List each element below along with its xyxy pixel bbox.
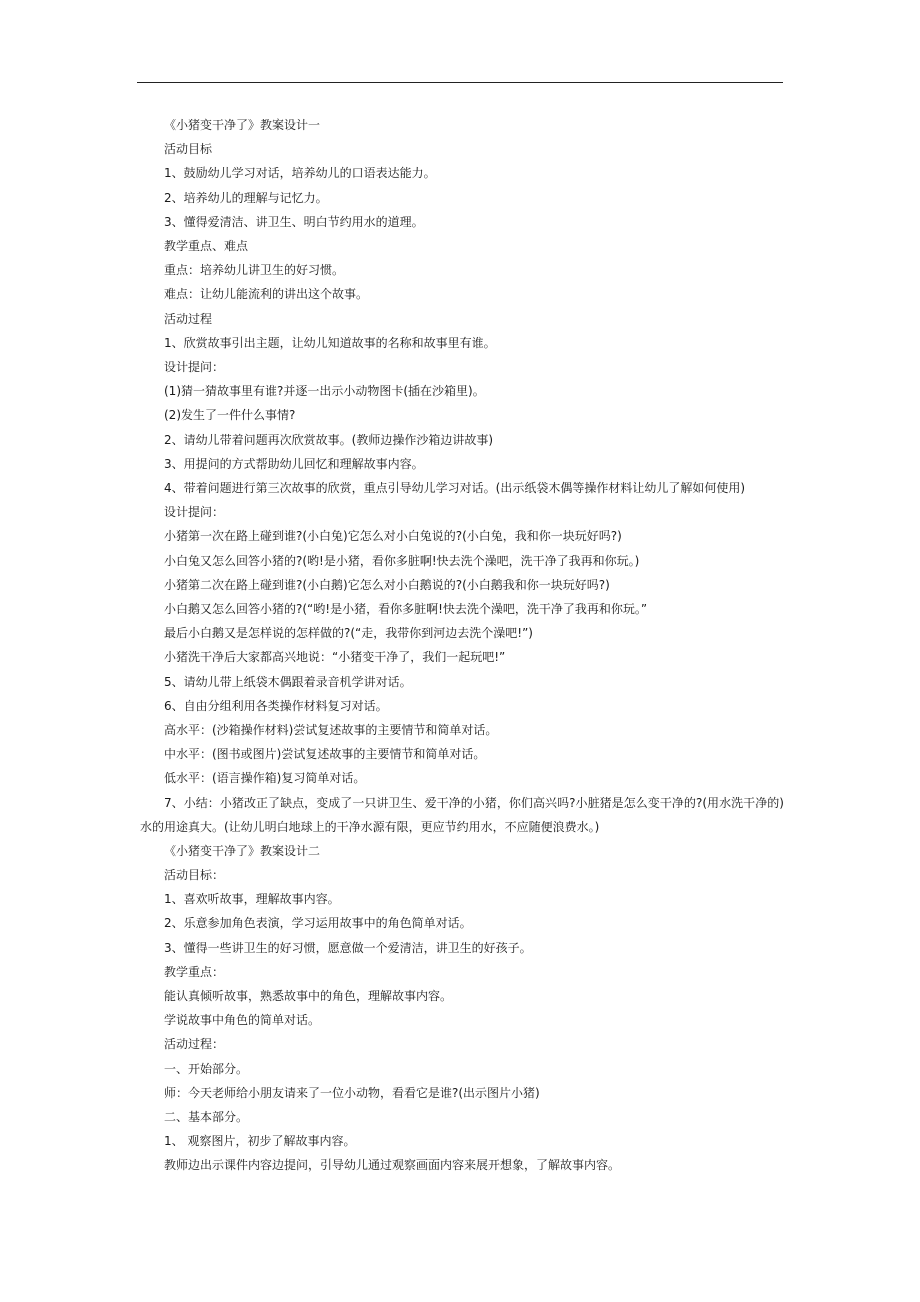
document-body (140, 113, 784, 1178)
text-line: 1、喜欢听故事，理解故事内容。 (164, 892, 340, 907)
text-line: 5、请幼儿带上纸袋木偶跟着录音机学讲对话。 (164, 674, 412, 689)
text-line: 教学重点、难点 (164, 239, 249, 254)
text-line: 小猪第一次在路上碰到谁?(小白兔)它怎么对小白兔说的?(小白兔，我和你一块玩好吗?) (164, 529, 622, 544)
text-line: 二、基本部分。 (164, 1109, 249, 1124)
text-line: 3、用提问的方式帮助幼儿回忆和理解故事内容。 (164, 456, 424, 471)
text-line: 最后小白鹅又是怎样说的怎样做的?(“走，我带你到河边去洗个澡吧!”) (164, 626, 533, 641)
text-line: 活动过程： (164, 1037, 225, 1052)
text-line: 小猪第二次在路上碰到谁?(小白鹅)它怎么对小白鹅说的?(小白鹅我和你一块玩好吗?) (164, 577, 610, 592)
text-line: 《小猪变干净了》教案设计二 (164, 843, 321, 858)
text-line: (1)猜一猜故事里有谁?并逐一出示小动物图卡(插在沙箱里)。 (164, 384, 485, 399)
text-line: 6、自由分组利用各类操作材料复习对话。 (164, 698, 388, 713)
text-line: 高水平：(沙箱操作材料)尝试复述故事的主要情节和简单对话。 (164, 723, 498, 738)
text-line: 重点：培养幼儿讲卫生的好习惯。 (164, 263, 345, 278)
text-line: 小猪洗干净后大家都高兴地说：“小猪变干净了，我们一起玩吧!” (164, 650, 506, 665)
text-line: 活动目标 (164, 142, 213, 157)
text-line: 活动过程 (164, 311, 213, 326)
text-line: 1、鼓励幼儿学习对话，培养幼儿的口语表达能力。 (164, 166, 436, 181)
text-line: 1、 观察图片，初步了解故事内容。 (164, 1134, 356, 1149)
text-line: 中水平：(图书或图片)尝试复述故事的主要情节和简单对话。 (164, 747, 486, 762)
text-line: 2、培养幼儿的理解与记忆力。 (164, 190, 328, 205)
text-line: 2、请幼儿带着问题再次欣赏故事。(教师边操作沙箱边讲故事) (164, 432, 494, 447)
text-line: 教师边出示课件内容边提问，引导幼儿通过观察画面内容来展开想象，了解故事内容。 (164, 1158, 621, 1173)
text-line: 一、开始部分。 (164, 1061, 249, 1076)
text-line: 教学重点： (164, 964, 225, 979)
summary-paragraph: 7、小结：小猪改正了缺点，变成了一只讲卫生、爱干净的小猪，你们高兴吗?小脏猪是怎么变干净的?(用水洗干净的)水的用途真大。(让幼儿明白地球上的干净水源有限，更应节约用水，不应随便浪费水。) (140, 795, 784, 834)
text-line: 2、乐意参加角色表演，学习运用故事中的角色简单对话。 (164, 916, 472, 931)
text-line: 师：今天老师给小朋友请来了一位小动物，看看它是谁?(出示图片小猪) (164, 1085, 540, 1100)
lesson-plan-two (140, 839, 784, 1178)
text-line: 3、懂得一些讲卫生的好习惯，愿意做一个爱清洁，讲卫生的好孩子。 (164, 940, 532, 955)
text-line: 4、带着问题进行第三次故事的欣赏，重点引导幼儿学习对话。(出示纸袋木偶等操作材料让幼儿了解如何使用) (164, 481, 746, 496)
text-line: 小白鹅又怎么回答小猪的?(“哟!是小猪，看你多脏啊!快去洗个澡吧，洗干净了我再和你玩。” (164, 602, 648, 617)
text-line: 《小猪变干净了》教案设计一 (164, 118, 321, 132)
header-rule (137, 82, 783, 83)
text-line: 活动目标： (164, 867, 225, 882)
text-line: 设计提问： (164, 505, 225, 520)
text-line: 难点：让幼儿能流利的讲出这个故事。 (164, 287, 369, 302)
text-line: 能认真倾听故事，熟悉故事中的角色，理解故事内容。 (164, 988, 453, 1003)
text-line: 学说故事中角色的简单对话。 (164, 1013, 321, 1028)
text-line: (2)发生了一件什么事情? (164, 408, 296, 423)
lesson-plan-one (140, 113, 784, 791)
text-line: 低水平：(语言操作箱)复习简单对话。 (164, 771, 366, 786)
text-line: 设计提问： (164, 360, 225, 375)
text-line: 3、懂得爱清洁、讲卫生、明白节约用水的道理。 (164, 214, 424, 229)
text-line: 小白兔又怎么回答小猪的?(哟!是小猪，看你多脏啊!快去洗个澡吧，洗干净了我再和你玩。) (164, 553, 640, 568)
text-line: 1、欣赏故事引出主题，让幼儿知道故事的名称和故事里有谁。 (164, 335, 496, 350)
